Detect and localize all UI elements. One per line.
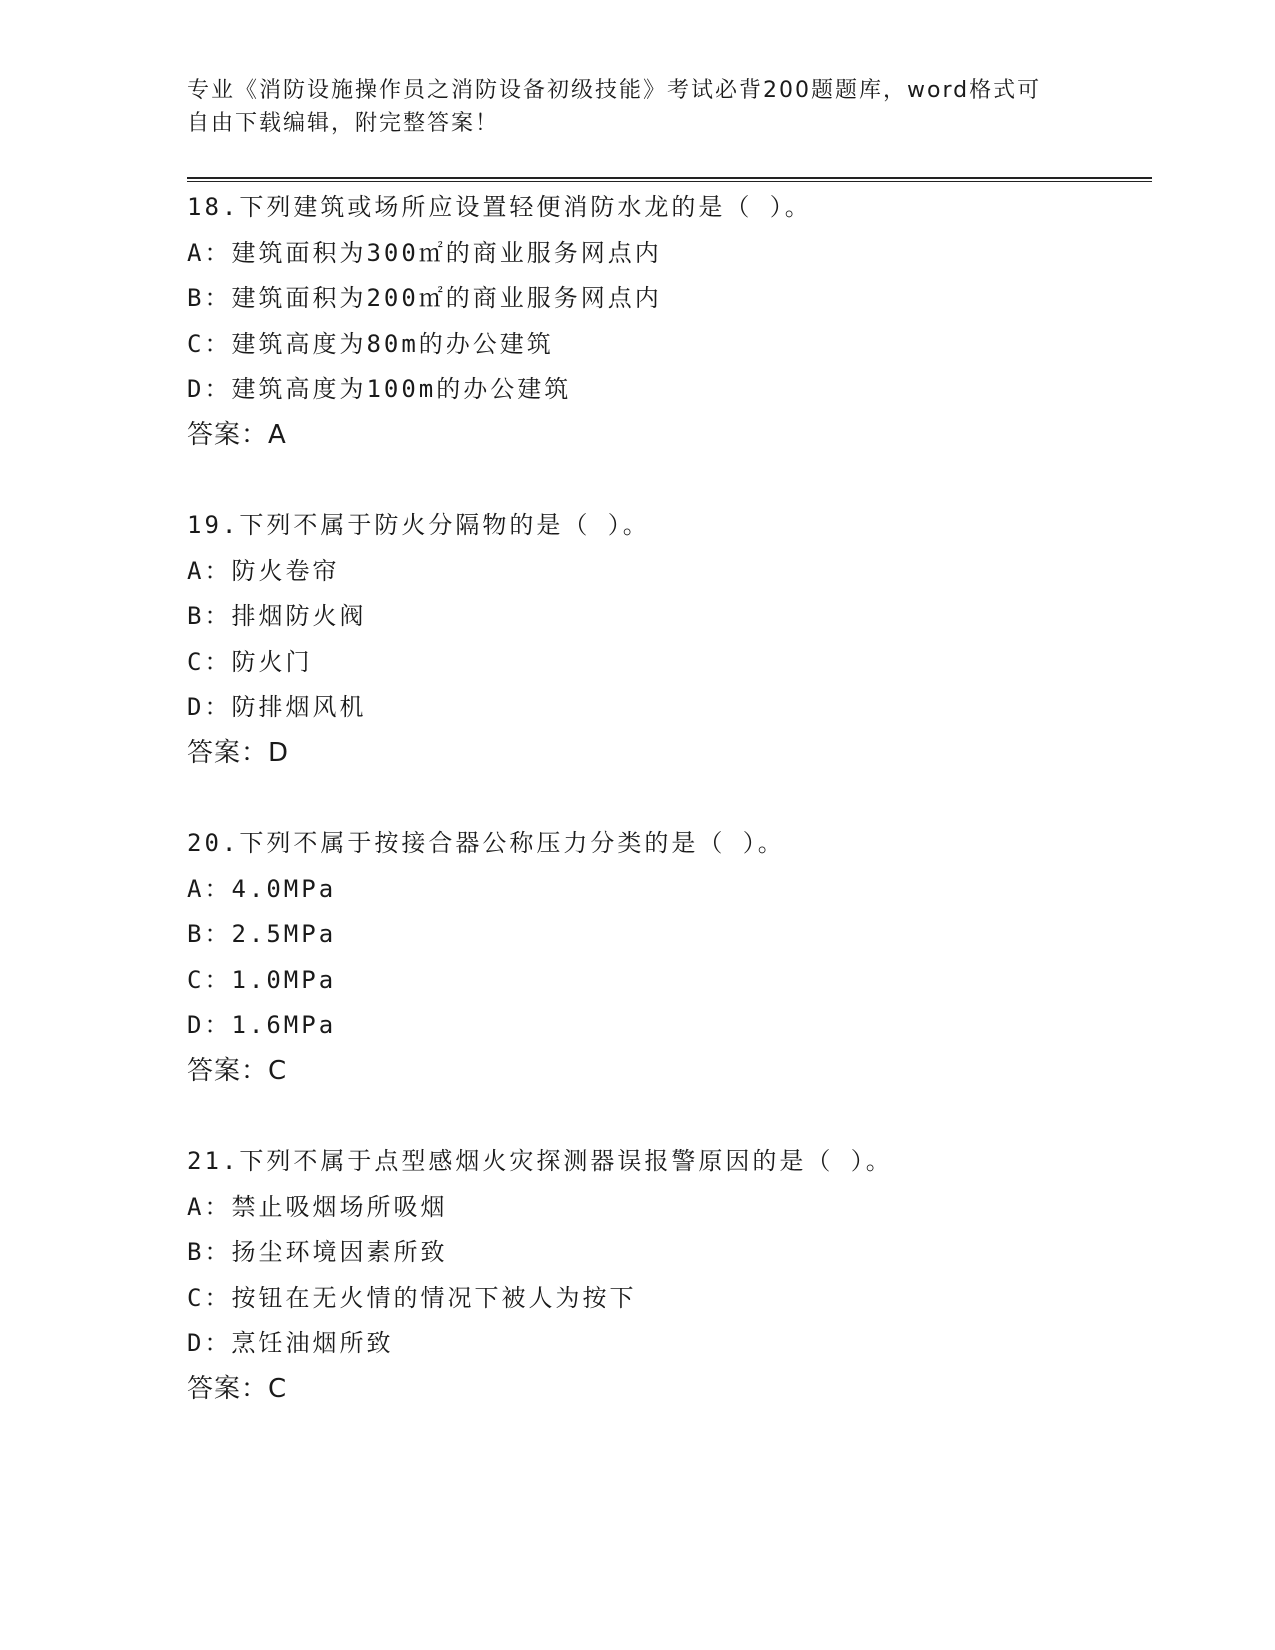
question-stem: 18.下列建筑或场所应设置轻便消防水龙的是（ ）。	[187, 193, 812, 221]
answer: 答案：A	[187, 419, 287, 450]
option-b: B：2.5MPa	[187, 920, 337, 949]
option-a: A：防火卷帘	[187, 556, 340, 585]
option-a: A：禁止吸烟场所吸烟	[187, 1192, 448, 1221]
option-c: C：建筑高度为80m的办公建筑	[187, 329, 554, 358]
option-c: C：1.0MPa	[187, 965, 337, 994]
option-b: B：排烟防火阀	[187, 602, 367, 631]
question-18	[187, 185, 1147, 459]
header-line-2: 自由下载编辑，附完整答案！	[187, 111, 500, 136]
answer: 答案：C	[187, 1055, 288, 1086]
option-d: D：建筑高度为100m的办公建筑	[187, 375, 572, 404]
option-d: D：防排烟风机	[187, 693, 367, 722]
header-divider-thin	[187, 181, 1152, 182]
header-line-1: 专业《消防设施操作员之消防设备初级技能》考试必背200题题库，word格式可	[187, 78, 1042, 103]
option-d: D：烹饪油烟所致	[187, 1329, 394, 1358]
option-c: C：按钮在无火情的情况下被人为按下	[187, 1283, 637, 1312]
question-21	[187, 1139, 1147, 1413]
option-c: C：防火门	[187, 647, 313, 676]
option-a: A：建筑面积为300㎡的商业服务网点内	[187, 238, 662, 267]
question-stem: 21.下列不属于点型感烟火灾探测器误报警原因的是（ ）。	[187, 1147, 893, 1175]
option-d: D：1.6MPa	[187, 1011, 337, 1040]
option-b: B：建筑面积为200㎡的商业服务网点内	[187, 284, 662, 313]
header-divider-thick	[187, 177, 1152, 179]
question-19	[187, 503, 1147, 777]
answer: 答案：D	[187, 737, 290, 768]
question-stem: 20.下列不属于按接合器公称压力分类的是（ ）。	[187, 829, 785, 857]
question-20	[187, 821, 1147, 1095]
option-b: B：扬尘环境因素所致	[187, 1238, 448, 1267]
question-stem: 19.下列不属于防火分隔物的是（ ）。	[187, 511, 650, 539]
document-header	[187, 74, 1087, 140]
option-a: A：4.0MPa	[187, 874, 337, 903]
answer: 答案：C	[187, 1373, 288, 1404]
